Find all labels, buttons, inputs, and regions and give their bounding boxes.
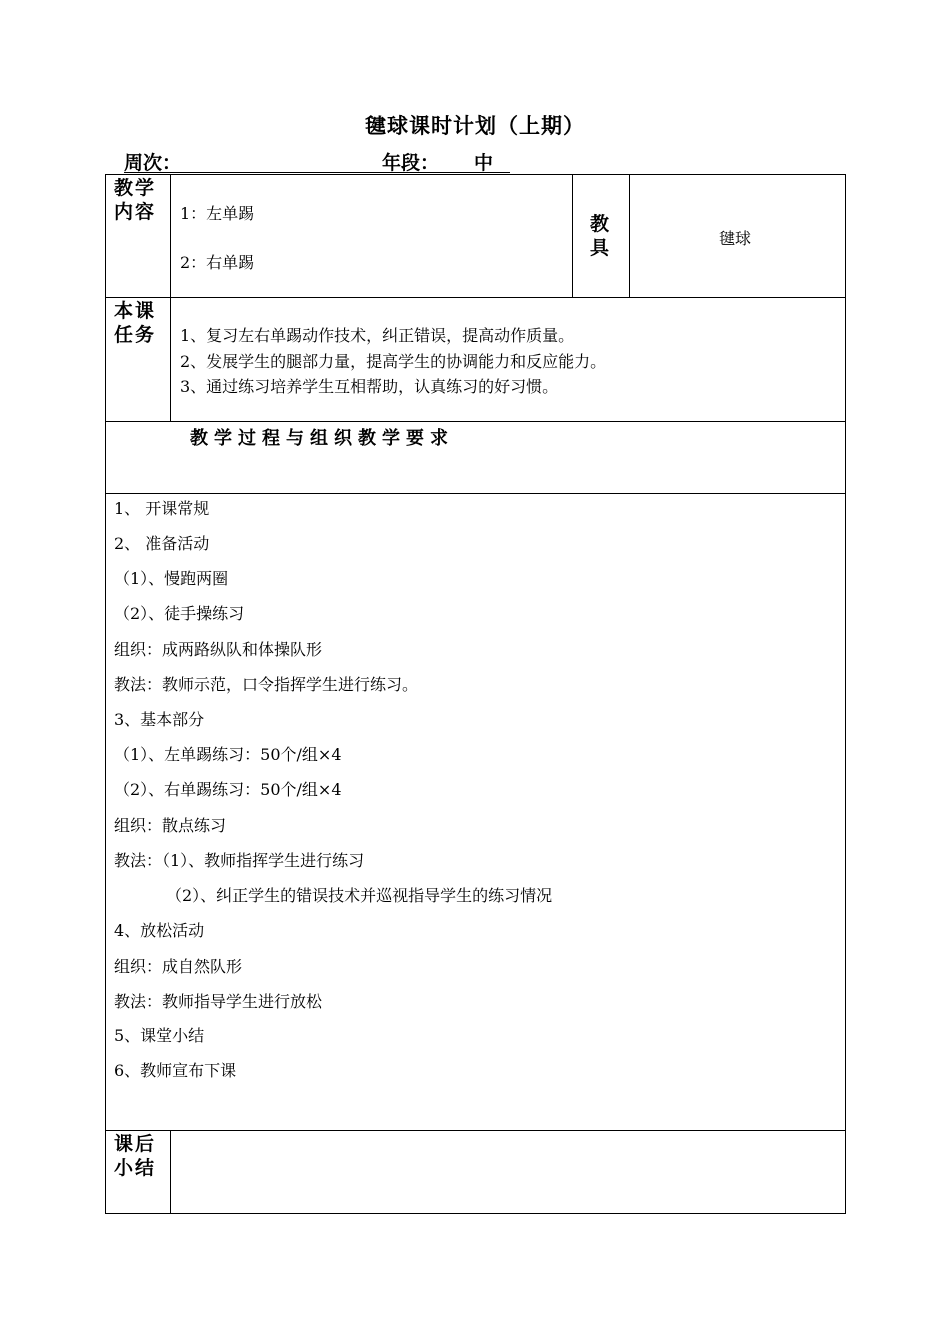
equipment-header-line-2: 具 xyxy=(590,237,612,259)
summary-header-line-1: 课后 xyxy=(114,1133,157,1155)
process-step: 教法：教师示范，口令指挥学生进行练习。 xyxy=(114,675,419,694)
process-step: 3、基本部分 xyxy=(114,710,205,729)
process-step: 组织：散点练习 xyxy=(114,816,227,835)
process-step: （1）、慢跑两圈 xyxy=(114,569,229,588)
task-header xyxy=(114,299,164,347)
grade-label: 年段： xyxy=(382,152,440,174)
equipment-header-line-1: 教 xyxy=(590,213,612,235)
process-step: 教法：教师指导学生进行放松 xyxy=(114,992,323,1011)
process-step: （1）、左单踢练习：50个/组×4 xyxy=(114,745,342,764)
process-title: 教学过程与组织教学要求 xyxy=(190,428,454,449)
process-step: 4、放松活动 xyxy=(114,921,205,940)
content-header xyxy=(114,176,164,224)
content-header-line-1: 教学 xyxy=(114,177,157,199)
summary-header xyxy=(114,1132,164,1180)
process-step: 1、 开课常规 xyxy=(114,499,210,518)
column-divider xyxy=(170,174,171,421)
content-item: 2：右单踢 xyxy=(180,253,255,272)
task-item: 1、复习左右单踢动作技术，纠正错误，提高动作质量。 xyxy=(180,326,575,345)
column-divider xyxy=(629,174,630,297)
process-step: 2、 准备活动 xyxy=(114,534,210,553)
row-divider xyxy=(105,1130,846,1131)
row-divider xyxy=(105,421,846,422)
summary-header-line-2: 小结 xyxy=(114,1157,157,1179)
column-divider xyxy=(170,1130,171,1214)
content-header-line-2: 内容 xyxy=(114,201,157,223)
process-step: 教法：（1）、教师指挥学生进行练习 xyxy=(114,851,365,870)
process-step: （2）、纠正学生的错误技术并巡视指导学生的练习情况 xyxy=(166,886,553,905)
equipment-value: 毽球 xyxy=(719,229,752,248)
process-step: 6、教师宣布下课 xyxy=(114,1061,237,1080)
task-header-line-1: 本课 xyxy=(114,300,157,322)
column-divider xyxy=(572,174,573,297)
process-step: 组织：成两路纵队和体操队形 xyxy=(114,640,323,659)
task-item: 2、发展学生的腿部力量，提高学生的协调能力和反应能力。 xyxy=(180,352,607,371)
content-item: 1：左单踢 xyxy=(180,204,255,223)
grade-value: 中 xyxy=(474,152,494,174)
task-header-line-2: 任务 xyxy=(114,324,157,346)
process-step: 组织：成自然队形 xyxy=(114,957,243,976)
week-label: 周次： xyxy=(124,152,182,174)
row-divider xyxy=(105,493,846,494)
document-title: 毽球课时计划（上期） xyxy=(365,114,585,138)
equipment-header xyxy=(590,212,614,260)
task-item: 3、通过练习培养学生互相帮助，认真练习的好习惯。 xyxy=(180,377,559,396)
process-step: （2）、徒手操练习 xyxy=(114,604,245,623)
process-step: （2）、右单踢练习：50个/组×4 xyxy=(114,780,342,799)
grade-underline xyxy=(382,172,510,173)
row-divider xyxy=(105,297,846,298)
process-step: 5、课堂小结 xyxy=(114,1026,205,1045)
